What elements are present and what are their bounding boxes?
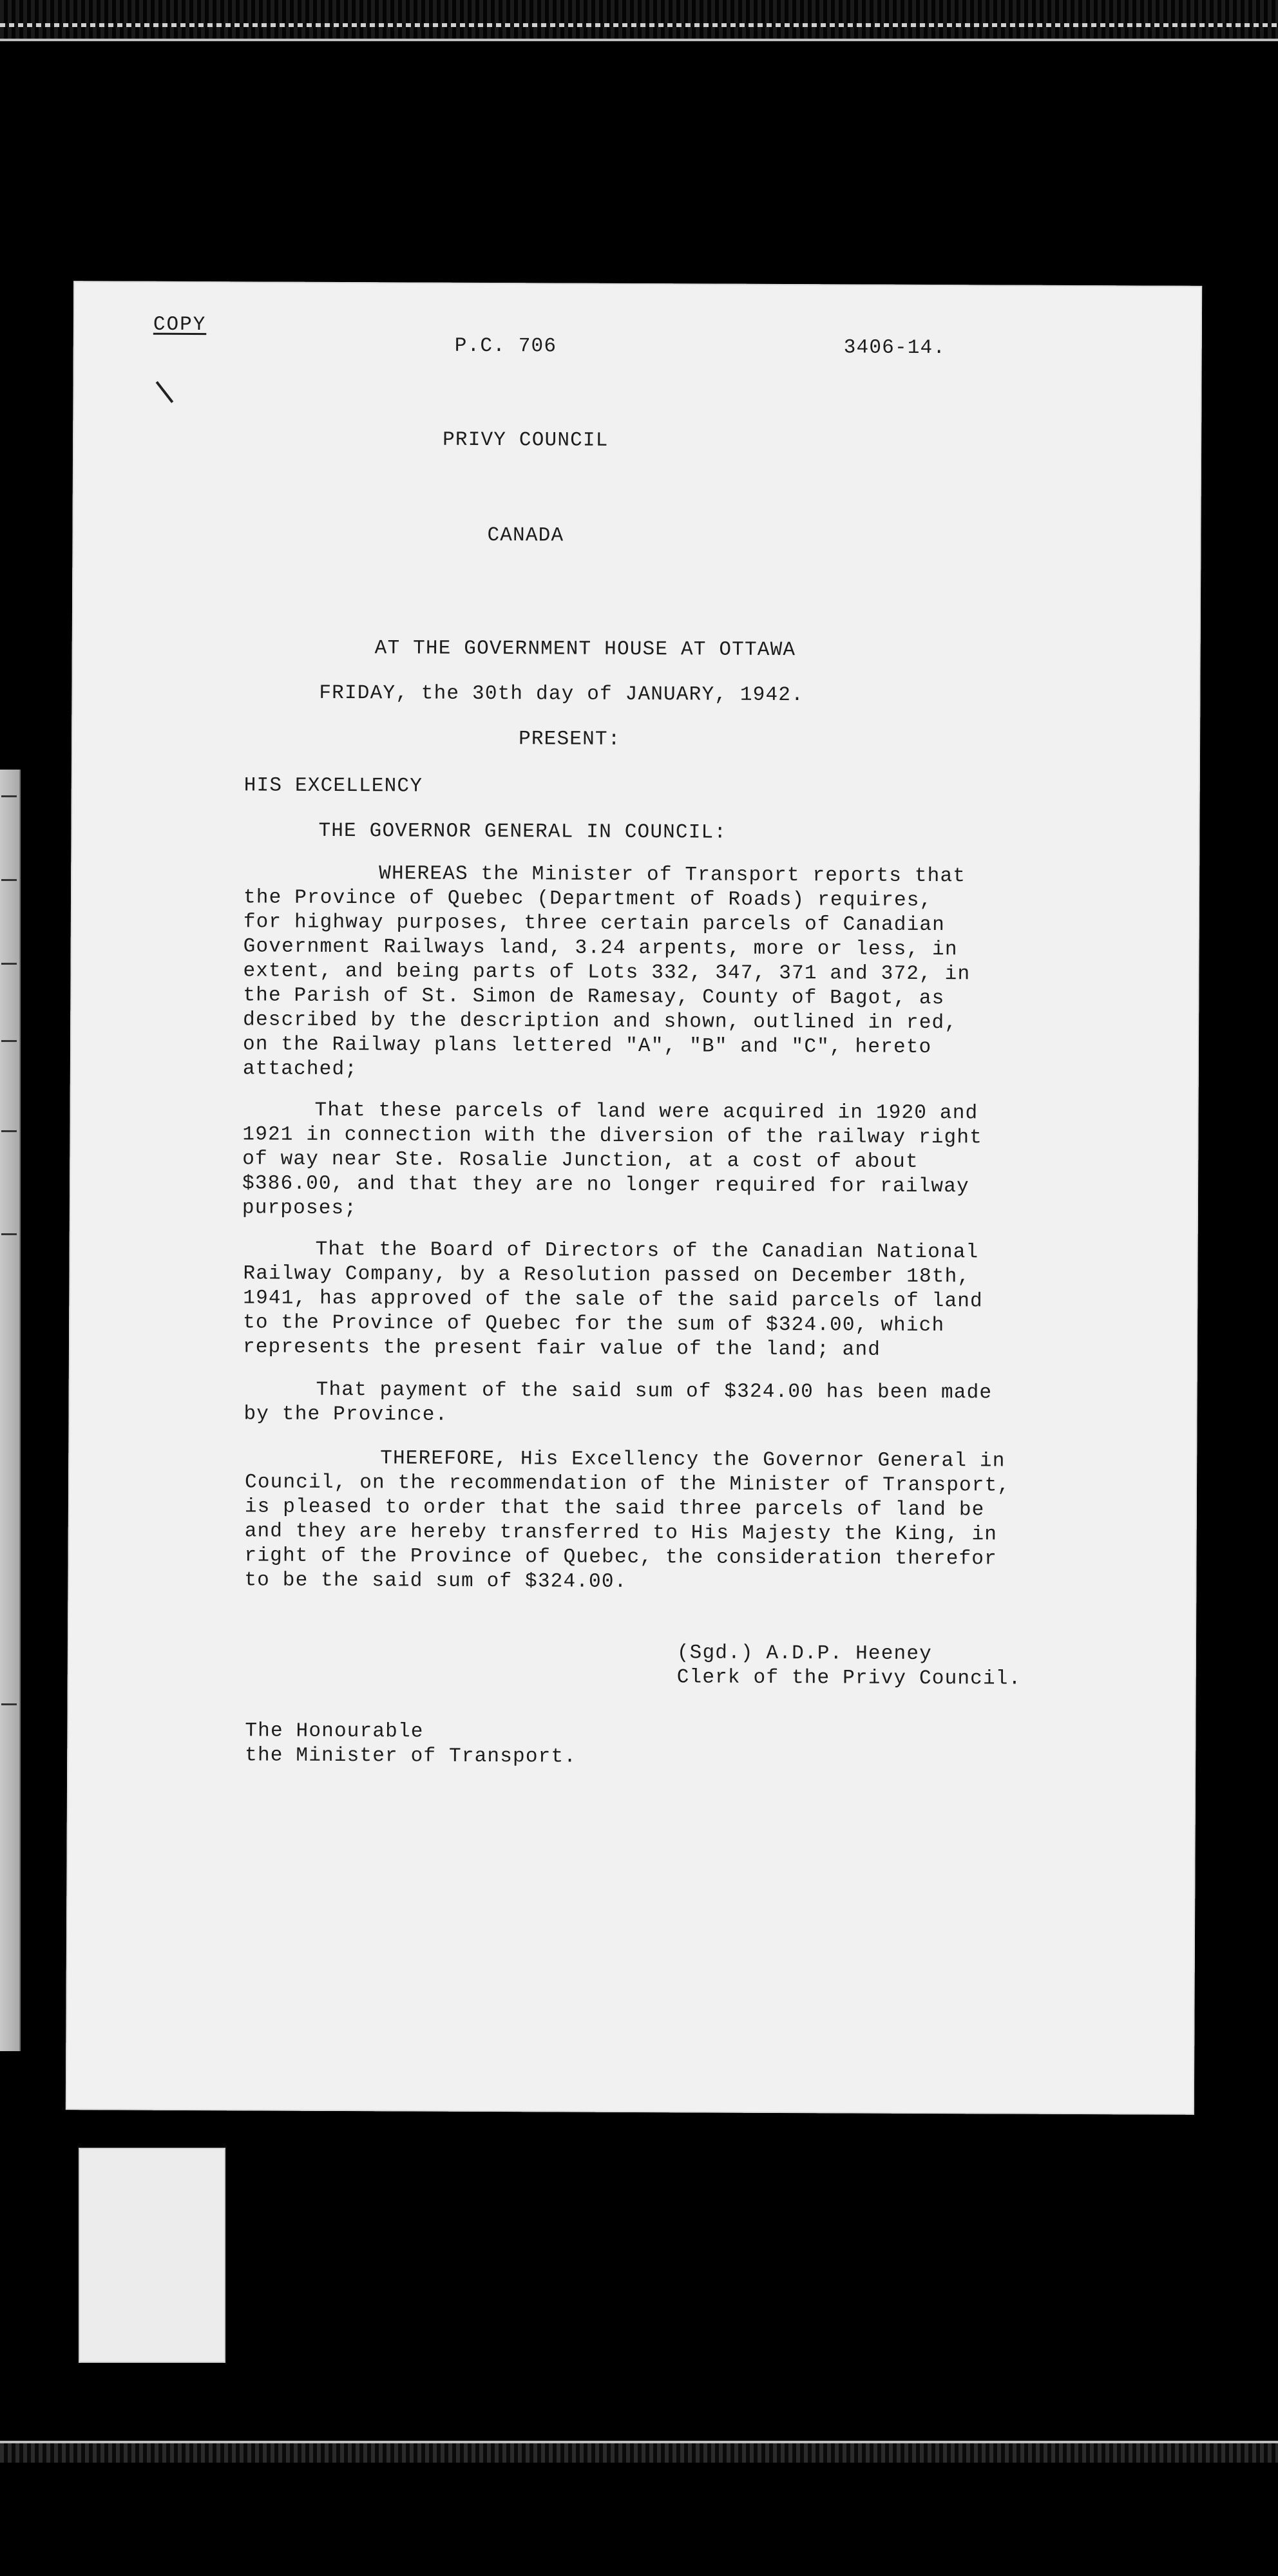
paragraph-line: described by the description and shown, outlined in red, — [243, 1009, 958, 1035]
blank-slip — [79, 2148, 225, 2363]
film-strip-top — [0, 0, 1278, 41]
paragraph-line: represents the present fair value of the land; and — [242, 1336, 881, 1361]
copy-stamp: COPY — [153, 313, 207, 337]
paragraph-line: purposes; — [242, 1197, 358, 1220]
paragraph-line: THEREFORE, His Excellency the Governor General in — [380, 1447, 1006, 1473]
paragraph-line: the Province of Quebec (Department of Roads) requires, — [243, 886, 933, 913]
paragraph-board — [243, 1237, 983, 1363]
paragraph-line: of way near Ste. Rosalie Junction, at a cost of about — [242, 1148, 919, 1173]
recipient-line-2: the Minister of Transport. — [245, 1744, 577, 1768]
paragraph-line: $386.00, and that they are no longer required for railway — [242, 1172, 969, 1198]
order-number: P.C. 706 — [454, 334, 557, 358]
present-heading: PRESENT: — [519, 728, 621, 751]
paragraph-line: and they are hereby transferred to His Majesty the King, in — [244, 1520, 998, 1546]
paragraph-line: for highway purposes, three certain parcels of Canadian — [243, 911, 946, 937]
date-line: FRIDAY, the 30th day of JANUARY, 1942. — [319, 681, 804, 707]
adjacent-page-fragment — [0, 770, 21, 2051]
paragraph-line: to the Province of Quebec for the sum of $324.00, which — [243, 1311, 945, 1338]
paragraph-line: Council, on the recommendation of the Minister of Transport, — [244, 1471, 1011, 1497]
paragraph-acquired — [242, 1098, 982, 1224]
film-strip-bottom — [0, 2441, 1278, 2463]
paragraph-line: by the Province. — [243, 1403, 448, 1426]
paragraph-line: That these parcels of land were acquired in 1920 and — [314, 1099, 978, 1125]
paragraph-line: right of the Province of Quebec, the consideration therefor — [244, 1544, 998, 1571]
paragraph-line: Government Railways land, 3.24 arpents, more or less, in — [243, 935, 958, 961]
signature-name: (Sgd.) A.D.P. Heeney — [676, 1642, 933, 1666]
council-heading: PRIVY COUNCIL — [443, 428, 609, 452]
paragraph-line: on the Railway plans lettered "A", "B" and "C", hereto — [242, 1033, 932, 1059]
paragraph-line: Railway Company, by a Resolution passed on December 18th, — [243, 1262, 971, 1289]
document-page — [66, 281, 1202, 2115]
paragraph-line: WHEREAS the Minister of Transport reports that — [379, 862, 966, 888]
signature-title: Clerk of the Privy Council. — [676, 1666, 1022, 1690]
paragraph-line: 1941, has approved of the sale of the said parcels of land — [243, 1287, 983, 1313]
paragraph-line: the Parish of St. Simon de Ramesay, County of Bagot, as — [243, 984, 945, 1010]
paragraph-whereas — [243, 861, 971, 1084]
paragraph-line: attached; — [242, 1057, 358, 1081]
file-number: 3406-14. — [843, 336, 946, 360]
paragraph-line: That payment of the said sum of $324.00 has been made — [316, 1378, 993, 1405]
addressee-governor: THE GOVERNOR GENERAL IN COUNCIL: — [318, 819, 727, 844]
country-heading: CANADA — [487, 524, 564, 547]
paragraph-payment — [243, 1378, 992, 1430]
location-line: AT THE GOVERNMENT HOUSE AT OTTAWA — [374, 637, 796, 662]
paragraph-line: extent, and being parts of Lots 332, 347, 371 and 372, in — [243, 960, 971, 986]
pencil-tick-mark — [156, 381, 174, 403]
paragraph-line: is pleased to order that the said three parcels of land be — [244, 1495, 985, 1522]
paragraph-line: That the Board of Directors of the Canadian National — [315, 1238, 979, 1264]
recipient-line-1: The Honourable — [245, 1719, 424, 1743]
paragraph-therefore — [244, 1446, 1010, 1596]
paragraph-line: 1921 in connection with the diversion of the railway right — [242, 1123, 983, 1150]
paragraph-line: to be the said sum of $324.00. — [244, 1569, 627, 1593]
addressee-excellency: HIS EXCELLENCY — [243, 774, 423, 798]
